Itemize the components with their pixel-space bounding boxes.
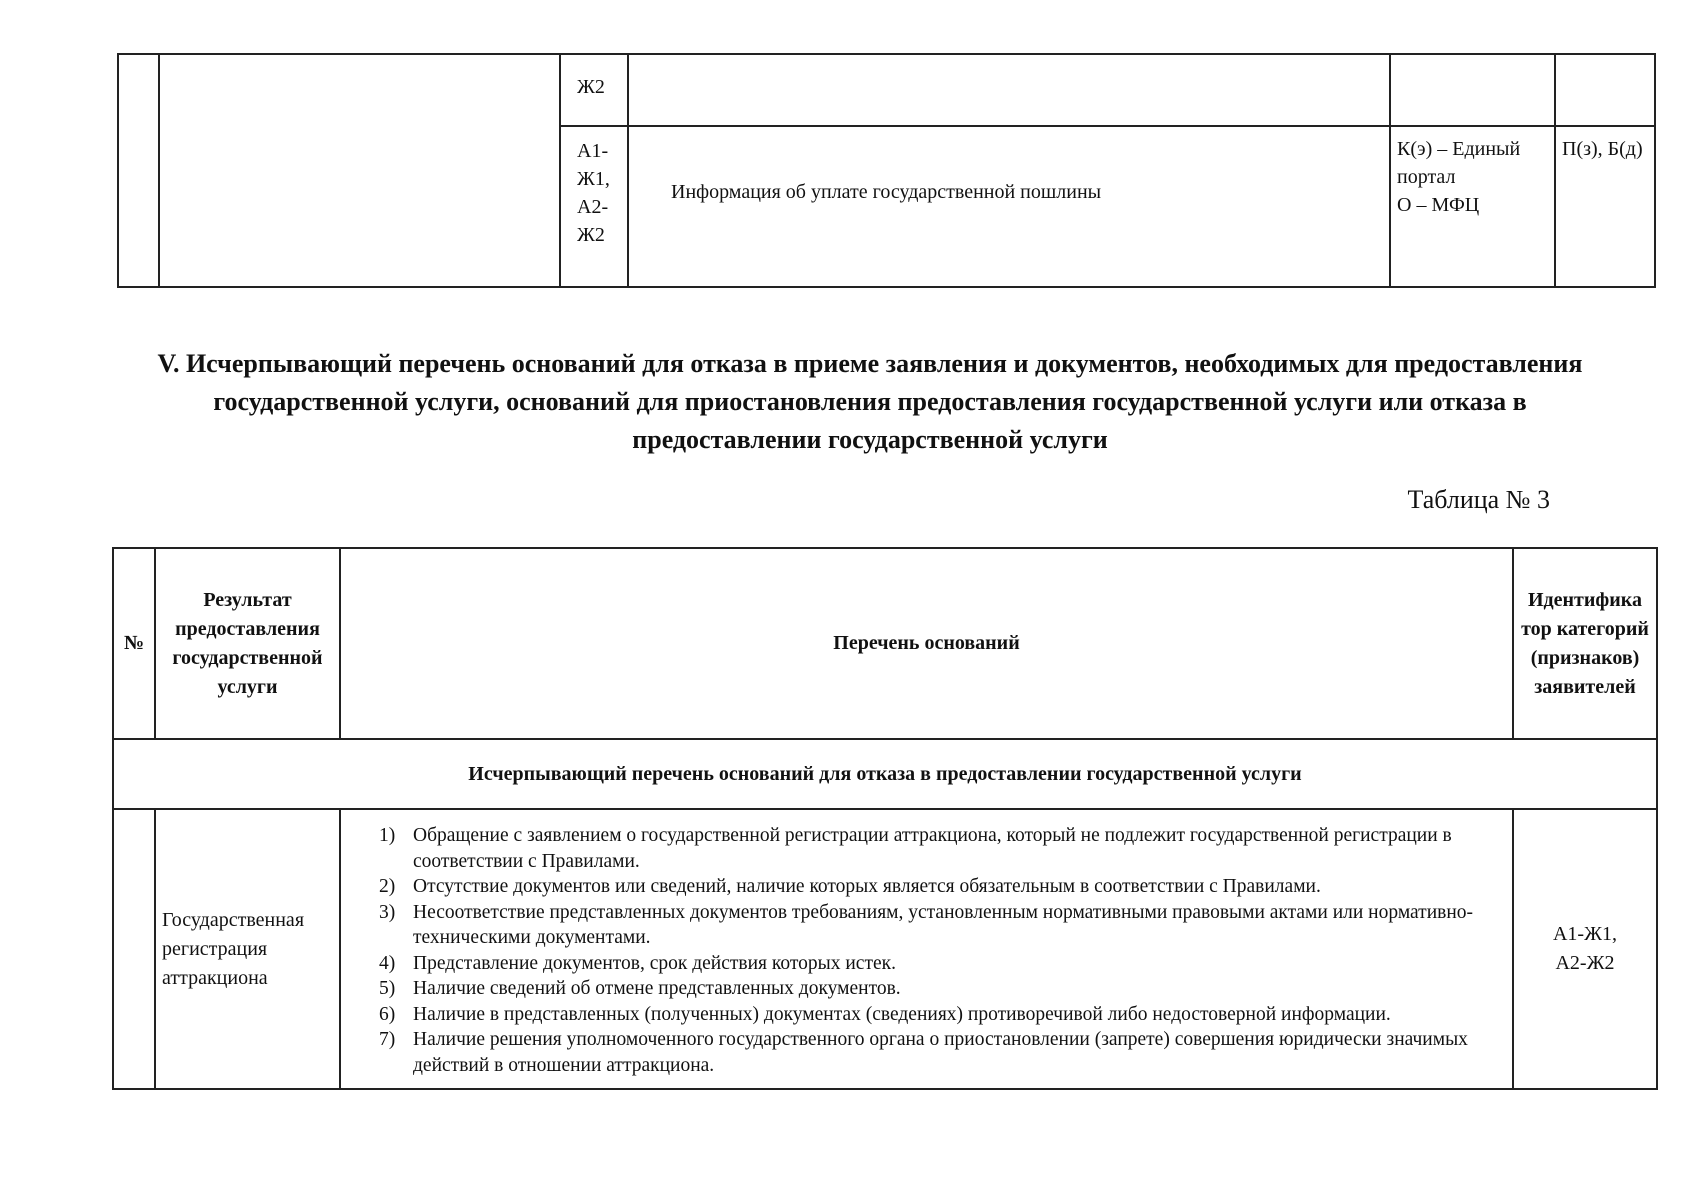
submission-method: К(э) – Единый портал О – МФЦ [1390, 126, 1555, 287]
item-text: Наличие сведений об отмене представленных документов. [413, 978, 901, 999]
item-number: 7) [379, 1029, 396, 1050]
header-identifier: Идентифика тор категорий (признаков) заявителей [1513, 548, 1657, 739]
item-number: 3) [379, 901, 396, 923]
header-grounds: Перечень оснований [340, 548, 1513, 739]
section-title: V. Исчерпывающий перечень оснований для отказа в приеме заявления и документов, необходимых для предоставления государственной услуги, оснований для приостановления предоставления государственной услуги или отказа в предоставлении государственной услуги [157, 349, 1583, 454]
item-number: 1) [379, 825, 396, 846]
grounds-list [379, 823, 1502, 1078]
list-item [379, 874, 1502, 900]
item-number: 4) [379, 952, 396, 974]
applicant-code: Ж2 [560, 54, 628, 126]
item-number: 5) [379, 978, 396, 999]
table-row [118, 54, 1655, 126]
item-text: Наличие в представленных (полученных) документах (сведениях) противоречивой либо недостоверной информации. [413, 1003, 1391, 1025]
list-item [379, 951, 1502, 977]
applicant-code: А1- Ж1, А2- Ж2 [560, 126, 628, 287]
subheader-row [113, 739, 1657, 809]
document-description-cell [628, 126, 1390, 287]
list-item [379, 900, 1502, 951]
item-text: Наличие решения уполномоченного государственного органа о приостановлении (запрете) совершения юридически значимых действий в отношении аттракциона. [413, 1029, 1468, 1076]
empty-cell [118, 54, 159, 287]
item-text: Несоответствие представленных документов требованиям, установленным нормативными правовыми актами или нормативно-техническими документами. [413, 901, 1474, 948]
table-row [113, 809, 1657, 1089]
item-text: Отсутствие документов или сведений, наличие которых является обязательным в соответствии с Правилами. [413, 876, 1321, 897]
list-item [379, 823, 1502, 874]
submission-method [1390, 54, 1555, 126]
document-form [1555, 54, 1655, 126]
list-item [379, 976, 1502, 1002]
list-item [379, 1002, 1502, 1028]
service-result: Государственная регистрация аттракциона [155, 809, 340, 1089]
header-result: Результат предоставления государственной услуги [155, 548, 340, 739]
document-description [628, 54, 1390, 126]
empty-cell [159, 54, 560, 287]
top-table [117, 53, 1656, 288]
header-row [113, 548, 1657, 739]
item-text: Обращение с заявлением о государственной регистрации аттракциона, который не подлежит государственной регистрации в соответствии с Правилами. [413, 825, 1452, 872]
subheader: Исчерпывающий перечень оснований для отказа в предоставлении государственной услуги [113, 739, 1657, 809]
list-item [379, 1027, 1502, 1078]
document-description: Информация об уплате государственной пошлины [671, 181, 1102, 203]
grounds-cell [340, 809, 1513, 1089]
row-number [113, 809, 155, 1089]
item-text: Представление документов, срок действия которых истек. [413, 952, 896, 974]
applicant-identifier: А1-Ж1, А2-Ж2 [1513, 809, 1657, 1089]
document-form: П(з), Б(д) [1555, 126, 1655, 287]
main-table [112, 547, 1658, 1090]
table-label: Таблица № 3 [1407, 485, 1550, 514]
header-number: № [113, 548, 155, 739]
item-number: 2) [379, 876, 396, 897]
item-number: 6) [379, 1003, 396, 1025]
